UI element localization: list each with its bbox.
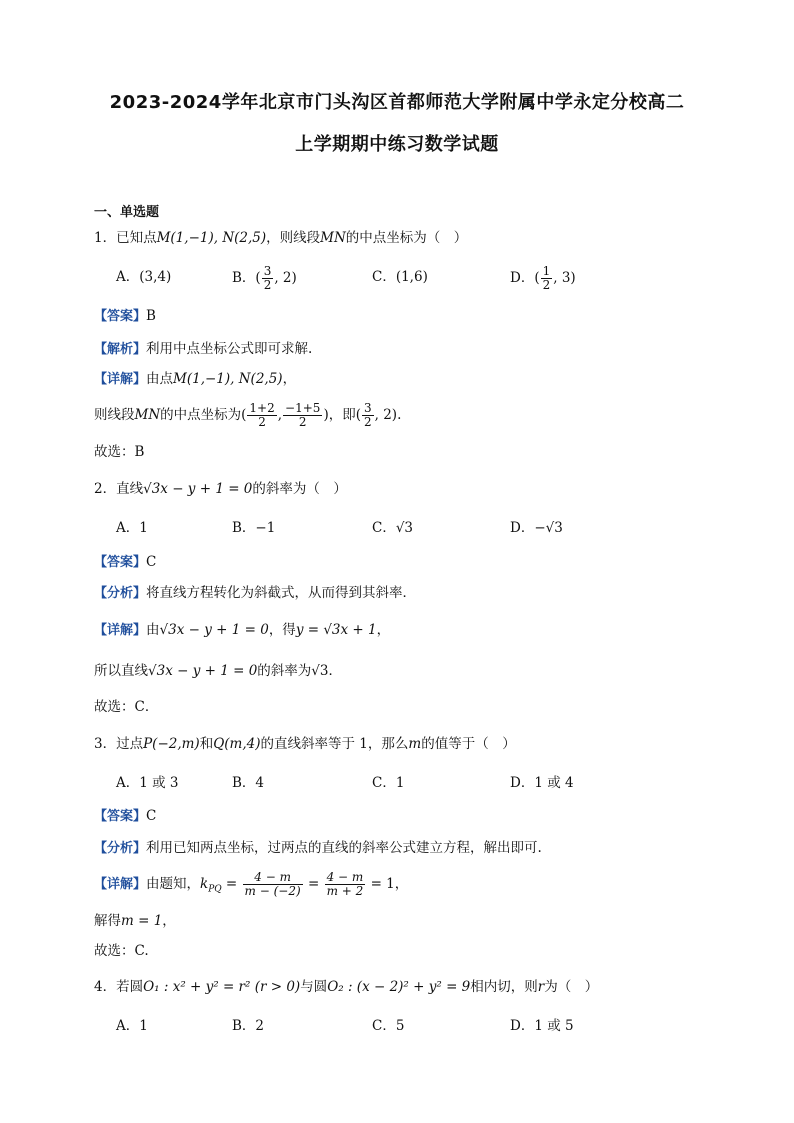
q3-option-a: A．1 或 3 (116, 775, 179, 791)
q1-option-b: B．( $\frac{3}{2}$ , 2) (232, 264, 297, 292)
q1-option-c: C．(1,6) (372, 269, 428, 285)
q2-option-b: B．−1 (232, 520, 276, 536)
q1-detail: 【详解】由点M(1,−1), N(2,5)， (94, 371, 297, 387)
q2-conclusion: 所以直线√3x − y + 1 = 0的斜率为√3． (94, 663, 342, 679)
q1-stem: 1．已知点M(1,−1), N(2,5)，则线段MN的中点坐标为（ ） (94, 230, 468, 246)
q4-option-a: A．1 (116, 1018, 148, 1034)
q2-option-c: C．√3 (372, 520, 414, 536)
q3-solve: 解得m = 1， (94, 913, 176, 929)
q2-option-a: A．1 (116, 520, 148, 536)
doc-title-line2: 上学期期中练习数学试题 (295, 134, 499, 155)
q2-answer: 【答案】C (94, 554, 157, 570)
q1-option-d: D．( $\frac{1}{2}$ , 3) (510, 264, 576, 292)
q2-stem: 2．直线√3x − y + 1 = 0的斜率为（ ） (94, 481, 347, 497)
q4-option-c: C．5 (372, 1018, 405, 1034)
q3-answer: 【答案】C (94, 808, 157, 824)
q3-option-c: C．1 (372, 775, 405, 791)
q4-option-d: D．1 或 5 (510, 1018, 574, 1034)
q2-choose: 故选：C． (94, 699, 159, 715)
q1-choose: 故选：B (94, 444, 145, 460)
q2-detail: 【详解】由√3x − y + 1 = 0，得y = √3x + 1， (94, 622, 391, 638)
q1-analysis: 【解析】利用中点坐标公式即可求解. (94, 341, 313, 357)
q1-midpoint-calc: 则线段MN的中点坐标为( $\frac{1+2}{2}$ , $\frac{-1+5}{2}$ )，即( $\frac{3}{2}$ , 2). (94, 401, 402, 429)
doc-title-line1: 2023-2024学年北京市门头沟区首都师范大学附属中学永定分校高二 (109, 92, 685, 113)
q3-stem: 3．过点P(−2,m)和Q(m,4)的直线斜率等于 1，那么m的值等于（ ） (94, 736, 516, 752)
q3-option-b: B．4 (232, 775, 265, 791)
q3-analysis: 【分析】利用已知两点坐标，过两点的直线的斜率公式建立方程，解出即可. (94, 840, 542, 856)
q1-answer: 【答案】B (94, 308, 156, 324)
q2-analysis: 【分析】将直线方程转化为斜截式，从而得到其斜率． (94, 585, 417, 601)
section-heading: 一、单选题 (94, 205, 160, 220)
q3-choose: 故选：C. (94, 943, 149, 959)
q4-stem: 4．若圆O₁ : x² + y² = r² (r > 0)与圆O₂ : (x − 2)² + y² = 9相内切，则r为（ ） (94, 979, 599, 995)
q2-option-d: D．−√3 (510, 520, 563, 536)
q3-detail: 【详解】由题知，$k_{PQ}$ = $\frac{4 - m}{m - (-2)}$ = $\frac{4 - m}{m + 2}$ = 1， (94, 870, 409, 898)
q3-option-d: D．1 或 4 (510, 775, 574, 791)
q1-option-a: A．(3,4) (116, 269, 172, 285)
q4-option-b: B．2 (232, 1018, 265, 1034)
